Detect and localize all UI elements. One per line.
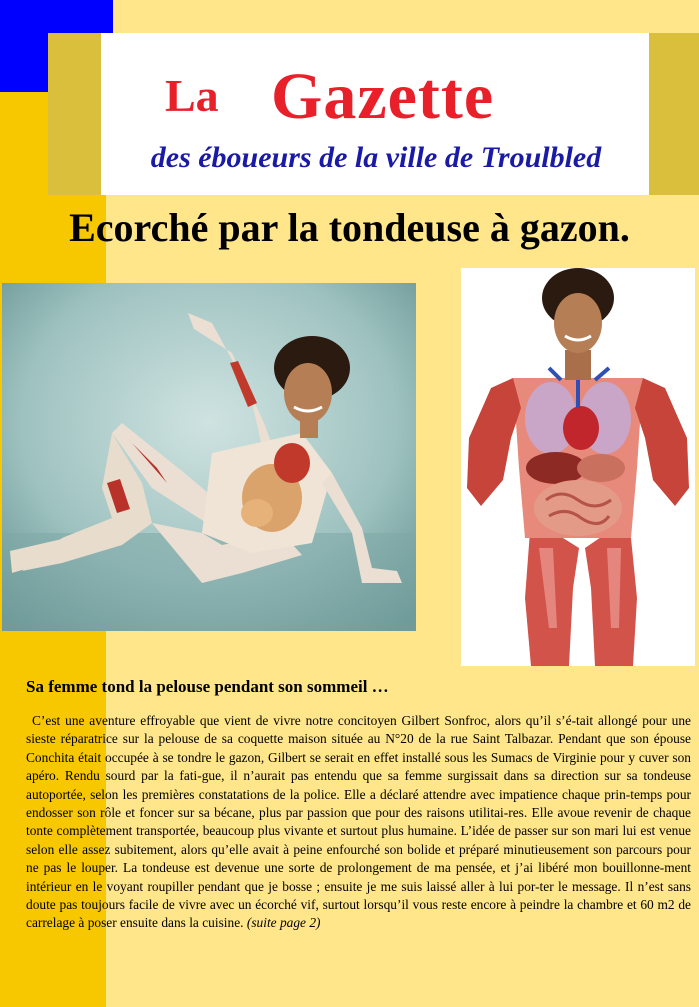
headline: Ecorché par la tondeuse à gazon.: [69, 205, 630, 250]
article-continuation: (suite page 2): [246, 915, 321, 931]
article-text: C’est une aventure effroyable que vient de vivre notre concitoyen Gilbert Sonfroc, alors qu’il s’é-tait allongé pour une sieste réparatrice sur la pelouse de sa coquette maison située au N°20 de la rue Saint Talbazar. Pendant que son épouse Conchita était occupée à se tondre le gazon, Gilbert se serait en effet installé sous les Sumacs de Virginie pour y cuver son apéro. Rendu sourd par la fati-gue, il n’aurait pas entendu que sa femme surgissait dans sa direction sur sa tondeuse autoportée, selon les premières constatations de la police. Elle a déclaré attendre avec impatience chaque prin-temps pour endosser son rôle et foncer sur sa bécane, plus par passion que pour des raisons utilitai-res. Elle avoue revenir de chaque tonte complètement transportée, beaucoup plus vivante et surtout plus humaine. L’idée de passer sur son mari lui est venue selon elle assez subitement, alors qu’elle avait à peine enfourché son bolide et préparé minutieusement son parcours pour ne pas le louper. La tondeuse est devenue une sorte de prolongement de ma pensée, et j’ai libéré mon bouillonne-ment intérieur en le voyant roupiller pendant que je bosse ; ensuite je me suis laissé aller à lui por-ter le message. Il n’est sans doute pas toujours facile de vivre avec un écorché vif, surtout lorsqu’il vous reste encore à peindre la chambre et 60 m2 de carrelage à poser ensuite dans la cuisine.: [26, 713, 691, 931]
masthead-title-gazette: Gazette: [271, 60, 495, 133]
masthead-subtitle: des éboueurs de la ville de Troulbled: [150, 141, 602, 174]
photo-standing-man: [461, 268, 695, 666]
masthead: [101, 33, 649, 195]
masthead-title-la: La: [165, 70, 219, 121]
photo-reclining-man: [2, 283, 416, 631]
article-body: [26, 712, 691, 933]
article-subhead: Sa femme tond la pelouse pendant son sommeil …: [26, 677, 389, 696]
